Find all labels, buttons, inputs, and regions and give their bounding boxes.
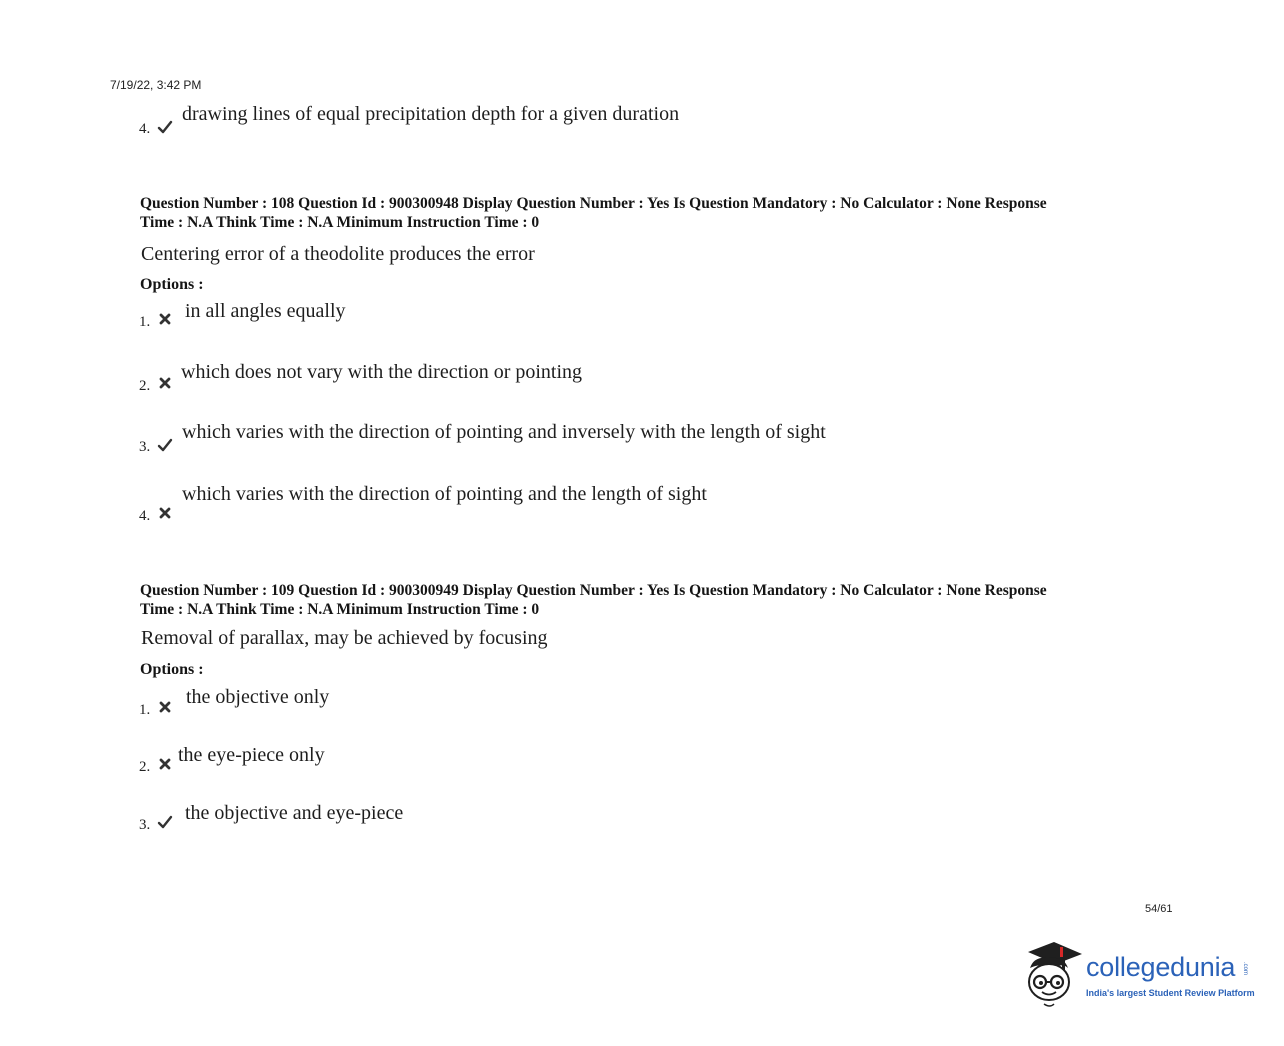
cross-icon — [157, 505, 173, 521]
question-text-108: Centering error of a theodolite produces the error — [141, 243, 535, 265]
question-text-109: Removal of parallax, may be achieved by focusing — [141, 627, 548, 649]
question-meta-108 — [140, 194, 1170, 232]
option-number: 4. — [139, 121, 151, 137]
brand-name: collegedunia — [1086, 952, 1236, 982]
question-meta-line: Question Number : 109 Question Id : 900300949 Display Question Number : Yes Is Question Mandatory : No Calculator : None Response — [140, 582, 1047, 599]
option-number: 1. — [139, 702, 151, 718]
print-datetime: 7/19/22, 3:42 PM — [110, 78, 202, 92]
option-number: 1. — [139, 314, 151, 330]
options-label: Options : — [140, 661, 204, 678]
option-number: 2. — [139, 378, 151, 394]
page-number: 54/61 — [1145, 903, 1173, 915]
option-text: the objective and eye-piece — [185, 802, 404, 824]
cross-icon — [157, 375, 173, 391]
question-meta-line: Time : N.A Think Time : N.A Minimum Instruction Time : 0 — [140, 601, 540, 618]
brand-suffix: .com — [1242, 962, 1248, 976]
question-meta-line: Question Number : 108 Question Id : 900300948 Display Question Number : Yes Is Question Mandatory : No Calculator : None Response — [140, 195, 1047, 212]
option-text: which varies with the direction of pointing and the length of sight — [182, 483, 707, 505]
cross-icon — [157, 756, 173, 772]
option-text: which does not vary with the direction or pointing — [181, 361, 583, 383]
question-meta-line: Time : N.A Think Time : N.A Minimum Instruction Time : 0 — [140, 214, 540, 231]
check-icon — [157, 119, 173, 135]
option-text: in all angles equally — [185, 300, 346, 322]
brand-tagline: India's largest Student Review Platform — [1086, 988, 1255, 998]
check-icon — [157, 814, 173, 830]
option-number: 2. — [139, 759, 151, 775]
option-text: which varies with the direction of pointing and inversely with the length of sight — [182, 421, 826, 443]
cross-icon — [157, 699, 173, 715]
mascot-icon — [1024, 938, 1086, 1010]
question-meta-109 — [140, 581, 1170, 619]
option-number: 3. — [139, 439, 151, 455]
options-label: Options : — [140, 276, 204, 293]
check-icon — [157, 437, 173, 453]
option-text: the objective only — [186, 686, 330, 708]
option-text: drawing lines of equal precipitation depth for a given duration — [182, 103, 680, 125]
option-text: the eye-piece only — [178, 744, 325, 766]
option-number: 4. — [139, 508, 151, 524]
option-number: 3. — [139, 817, 151, 833]
cross-icon — [157, 311, 173, 327]
